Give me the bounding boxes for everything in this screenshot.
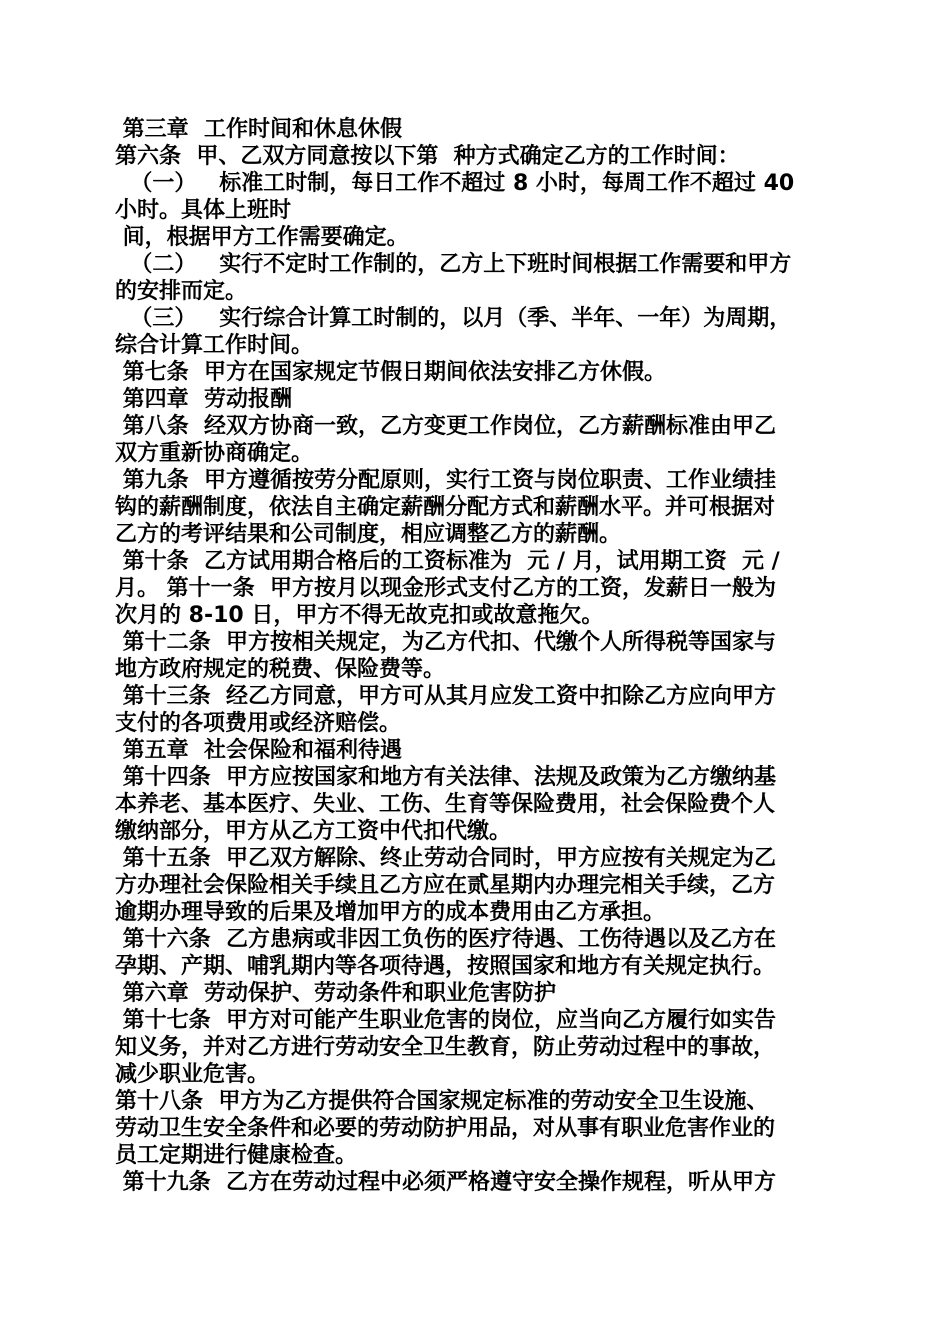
- paragraph-line: 次月的 8-10 日，甲方不得无故克扣或故意拖欠。: [115, 603, 604, 628]
- paragraph-line: 第十三条 经乙方同意，甲方可从其月应发工资中扣除乙方应向甲方: [115, 684, 776, 709]
- paragraph-line: 第十条 乙方试用期合格后的工资标准为 元 / 月，试用期工资 元 /: [115, 549, 780, 574]
- paragraph-line: 第十六条 乙方患病或非因工负伤的医疗待遇、工伤待遇以及乙方在: [115, 927, 776, 952]
- paragraph-line: 第十五条 甲乙双方解除、终止劳动合同时，甲方应按有关规定为乙: [115, 846, 776, 871]
- paragraph-line: 月。 第十一条 甲方按月以现金形式支付乙方的工资，发薪日一般为: [115, 576, 776, 601]
- paragraph-line: 第十四条 甲方应按国家和地方有关法律、法规及政策为乙方缴纳基: [115, 765, 776, 790]
- paragraph-line: 间，根据甲方工作需要确定。: [115, 225, 409, 250]
- paragraph-line: （二） 实行不定时工作制的，乙方上下班时间根据工作需要和甲方: [115, 252, 792, 277]
- paragraph-line: 第九条 甲方遵循按劳分配原则，实行工资与岗位职责、工作业绩挂: [115, 468, 776, 493]
- paragraph-line: 员工定期进行健康检查。: [115, 1143, 358, 1168]
- paragraph-line: 知义务，并对乙方进行劳动安全卫生教育，防止劳动过程中的事故，: [115, 1035, 776, 1060]
- paragraph-line: 孕期、产期、哺乳期内等各项待遇，按照国家和地方有关规定执行。: [115, 954, 776, 979]
- paragraph-line: 方办理社会保险相关手续且乙方应在贰星期内办理完相关手续，乙方: [115, 873, 776, 898]
- paragraph-line: 第七条 甲方在国家规定节假日期间依法安排乙方休假。: [115, 360, 666, 385]
- paragraph-line: （三） 实行综合计算工时制的，以月（季、半年、一年）为周期，: [115, 306, 792, 331]
- paragraph-line: 第八条 经双方协商一致，乙方变更工作岗位，乙方薪酬标准由甲乙: [115, 414, 776, 439]
- paragraph-line: 双方重新协商确定。: [115, 441, 314, 466]
- paragraph-line: 的安排而定。: [115, 279, 248, 304]
- paragraph-line: 第六条 甲、乙双方同意按以下第 种方式确定乙方的工作时间：: [115, 144, 740, 169]
- paragraph-line: 小时。具体上班时: [115, 198, 292, 223]
- chapter-heading: 第四章 劳动报酬: [115, 387, 292, 412]
- paragraph-line: 第十七条 甲方对可能产生职业危害的岗位，应当向乙方履行如实告: [115, 1008, 776, 1033]
- chapter-heading: 第六章 劳动保护、劳动条件和职业危害防护: [115, 981, 556, 1006]
- paragraph-line: 乙方的考评结果和公司制度，相应调整乙方的薪酬。: [115, 522, 622, 547]
- paragraph-line: 缴纳部分，甲方从乙方工资中代扣代缴。: [115, 819, 512, 844]
- paragraph-line: 减少职业危害。: [115, 1062, 270, 1087]
- paragraph-line: 劳动卫生安全条件和必要的劳动防护用品，对从事有职业危害作业的: [115, 1116, 776, 1141]
- chapter-heading: 第三章 工作时间和休息休假: [115, 117, 402, 142]
- paragraph-line: 地方政府规定的税费、保险费等。: [115, 657, 446, 682]
- document-body: [115, 116, 840, 1196]
- chapter-heading: 第五章 社会保险和福利待遇: [115, 738, 402, 763]
- paragraph-line: 第十九条 乙方在劳动过程中必须严格遵守安全操作规程，听从甲方: [115, 1170, 776, 1195]
- paragraph-line: 本养老、基本医疗、失业、工伤、生育等保险费用，社会保险费个人: [115, 792, 776, 817]
- paragraph-line: （一） 标准工时制，每日工作不超过 8 小时，每周工作不超过 40: [115, 171, 795, 196]
- paragraph-line: 逾期办理导致的后果及增加甲方的成本费用由乙方承担。: [115, 900, 666, 925]
- paragraph-line: 第十八条 甲方为乙方提供符合国家规定标准的劳动安全卫生设施、: [115, 1089, 769, 1114]
- paragraph-line: 支付的各项费用或经济赔偿。: [115, 711, 402, 736]
- paragraph-line: 钩的薪酬制度，依法自主确定薪酬分配方式和薪酬水平。并可根据对: [115, 495, 776, 520]
- paragraph-line: 第十二条 甲方按相关规定，为乙方代扣、代缴个人所得税等国家与: [115, 630, 776, 655]
- paragraph-line: 综合计算工作时间。: [115, 333, 314, 358]
